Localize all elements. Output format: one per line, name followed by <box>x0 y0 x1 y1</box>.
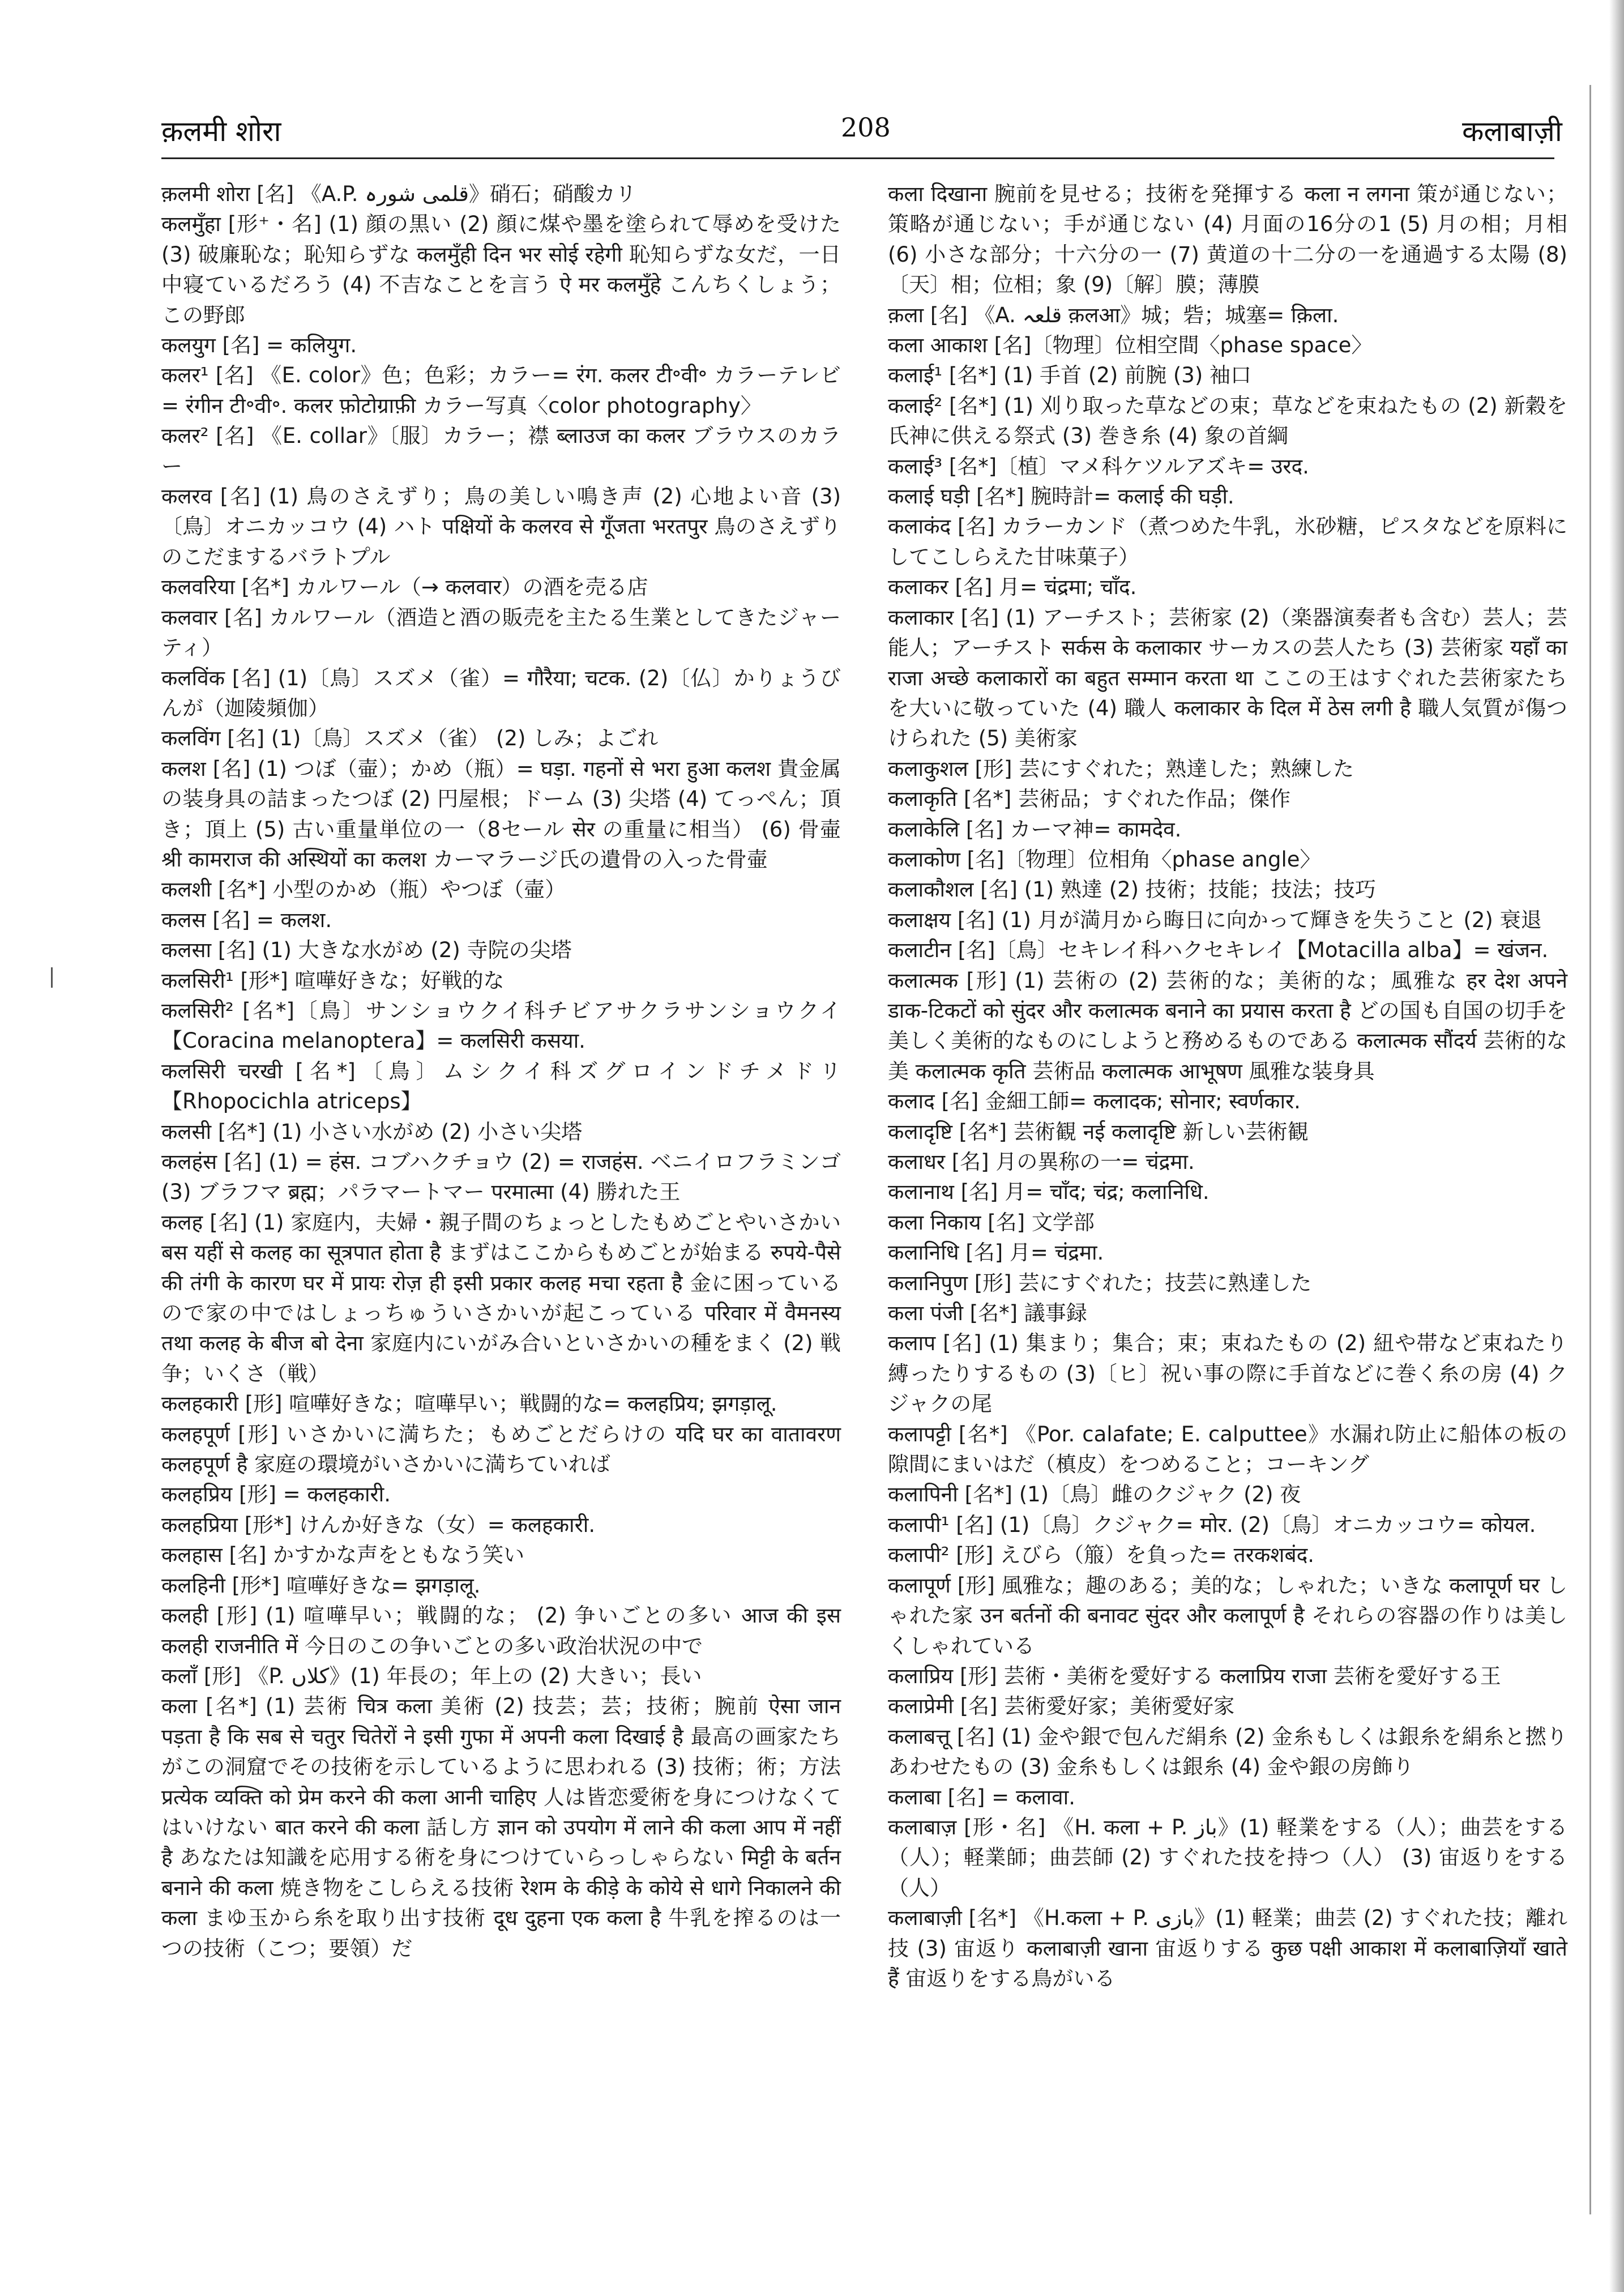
dictionary-entry: कलस [名] = कलश. <box>161 907 332 932</box>
dictionary-entry: कलाकौशल [名] (1) 熟達 (2) 技術；技能；技法；技巧 <box>888 877 1376 902</box>
dictionary-entry: कलहंस [名] (1) = हंस. コブハクチョウ (2) = राजहंस. ベニイロフラミンゴ (3) ブラフマ ब्रह्म；パラマートマー परमात्मा (4) 勝れた王 <box>161 1150 841 1205</box>
guide-word-left: क़लमी शोरा <box>161 115 281 148</box>
dictionary-entry: कलसिरी¹ [形*] 喧嘩好きな；好戦的な <box>161 968 505 993</box>
dictionary-entry: कलहपूर्ण [形] いさかいに満ちた；もめごとだらけの यदि घर का वातावरण कलहपूर्ण है 家庭の環境がいさかいに満ちていれば <box>161 1422 841 1477</box>
dictionary-entry: कलही [形] (1) 喧嘩早い；戦闘的な； (2) 争いごとの多い आज की इस कलही राजनीति में 今日のこの争いごとの多い政治状況の中で <box>161 1603 841 1658</box>
dictionary-entry: कलवार [名] カルワール（酒造と酒の販売を主たる生業としてきたジャーティ） <box>161 605 841 660</box>
dictionary-entry: कलाई¹ [名*] (1) 手首 (2) 前腕 (3) 袖口 <box>888 363 1252 388</box>
dictionary-entry: कलाकंद [名] カラーカンド（煮つめた牛乳，氷砂糖，ピスタなどを原料にしてこしらえた甘味菓子） <box>888 514 1567 569</box>
dictionary-entry: कलविंक [名] (1)〔鳥〕スズメ（雀）= गौरैया; चटक. (2)〔仏〕かりょうびんが（迦陵頻伽） <box>161 665 841 720</box>
dictionary-entry: कलाकृति [名*] 芸術品；すぐれた作品；傑作 <box>888 787 1291 812</box>
header-rule <box>161 157 1554 159</box>
dictionary-entry: कलाटीन [名]〔鳥〕セキレイ科ハクセキレイ【Motacilla alba】= खंजन. <box>888 938 1549 963</box>
guide-word-right: कलाबाज़ी <box>1462 115 1562 148</box>
dictionary-entry: कलादृष्टि [名*] 芸術観 नई कलादृष्टि 新しい芸術観 <box>888 1119 1309 1144</box>
dictionary-entry: कला दिखाना 腕前を見せる；技術を発揮する कला न लगना 策が通じない；策略が通じない；手が通じない (4) 月面の16分の1 (5) 月の相；月相 (6) 小さな部分；十六分の一 (7) 黄道の十二分の一を通過する太陽 (8)〔天〕相；位相；象 (9)〔解〕膜；薄膜 <box>888 182 1567 297</box>
dictionary-entry: कलापूर्ण [形] 風雅な；趣のある；美的な；しゃれた；いきな कलापूर्ण घर しゃれた家 उन बर्तनों की बनावट सुंदर और कलापूर्ण है それらの容器の作りは美しくしゃれている <box>888 1573 1567 1658</box>
dictionary-entry: कलानाथ [名] 月= चाँद; चंद्र; कलानिधि. <box>888 1180 1210 1205</box>
dictionary-entry: कलहकारी [形] 喧嘩好きな；喧嘩早い；戦闘的な= कलहप्रिय; झगड़ालू. <box>161 1392 777 1416</box>
dictionary-entry: कलाई² [名*] (1) 刈り取った草などの束；草などを束ねたもの (2) 新穀を氏神に供える祭式 (3) 巻き糸 (4) 象の首綱 <box>888 393 1567 449</box>
dictionary-entry: कलाबा [名] = कलावा. <box>888 1785 1075 1809</box>
dictionary-entry: कलापट्टी [名*] 《Por. calafate; E. calputtee》水漏れ防止に船体の板の隙間にまいはだ（槙皮）をつめること；コーキング <box>888 1422 1567 1477</box>
dictionary-entry: कलविंग [名] (1)〔鳥〕スズメ（雀） (2) しみ；よごれ <box>161 726 659 751</box>
dictionary-entry: कलाद [名] 金細工師= कलादक; सोनार; स्वर्णकार. <box>888 1089 1301 1114</box>
dictionary-entry: कलाप्रेमी [名] 芸術愛好家；美術愛好家 <box>888 1694 1235 1719</box>
dictionary-entry: कलयुग [名] = कलियुग. <box>161 333 357 358</box>
dictionary-entry: क़लमी शोरा [名] 《A.P. قلمی شورہ》硝石；硝酸カリ <box>161 182 636 206</box>
dictionary-entry: कलाकर [名] 月= चंद्रमा; चाँद. <box>888 575 1137 600</box>
dictionary-entry: कला आकाश [名]〔物理〕位相空間〈phase space〉 <box>888 333 1373 358</box>
dictionary-entry: कलापी¹ [名] (1)〔鳥〕クジャク= मोर. (2)〔鳥〕オニカッコウ= कोयल. <box>888 1512 1536 1537</box>
dictionary-entry: कलानिधि [名] 月= चंद्रमा. <box>888 1240 1104 1265</box>
dictionary-entry: कलाक्षय [名] (1) 月が満月から晦日に向かって輝きを失うこと (2) 衰退 <box>888 907 1542 932</box>
dictionary-entry: कलाँ [形] 《P. کلاں》(1) 年長の；年上の (2) 大きい；長い <box>161 1663 702 1688</box>
margin-mark <box>51 967 53 988</box>
left-column <box>161 179 841 1964</box>
dictionary-entry: कलसिरी² [名*]〔鳥〕サンショウクイ科チビアサクラサンショウクイ【Coracina melanoptera】= कलसिरी कसया. <box>161 998 841 1053</box>
page-number: 208 <box>841 112 891 143</box>
dictionary-entry: कलसी [名*] (1) 小さい水がめ (2) 小さい尖塔 <box>161 1119 583 1144</box>
dictionary-entry: कला [名*] (1) 芸術 चित्र कला 美術 (2) 技芸；芸；技術；腕前 ऐसा जान पड़ता है कि सब से चतुर चितेरों ने इसी गुफा में अपनी कला दिखाई है 最高の画家たちがこの洞窟でその技術を示しているように思われる (3) 技術；術；方法 प्रत्येक व्यक्ति को प्रेम करने की कला आनी चाहिए 人は皆恋愛術を身につけなくてはいけない बात करने की कला 話し方 ज्ञान को उपयोग में लाने की कला आप में नहीं है あなたは知識を応用する術を身につけていらっしゃらない मिट्टी के बर्तन बनाने की कला 焼き物をこしらえる技術 रेशम के कीड़े के कोये से धागे निकालने की कला まゆ玉から糸を取り出す技術 दूध दुहना एक कला है 牛乳を搾るのは一つの技術（こつ；要領）だ <box>161 1694 841 1961</box>
dictionary-entry: कलर¹ [名] 《E. color》色；色彩；カラー= रंग. कलर टी॰वी॰ カラーテレビ= रंगीन टी॰वी॰. कलर फ़ोटोग्राफ़ी カラー写真〈color photography〉 <box>161 363 841 418</box>
dictionary-entry: कलश [名] (1) つぼ（壷）；かめ（瓶）= घड़ा. गहनों से भरा हुआ कलश 貴金属の装身具の詰まったつぼ (2) 円屋根；ドーム (3) 尖塔 (4) てっぺん；頂き；頂上 (5) 古い重量単位の一（8セール सेर の重量に相当） (6) 骨壷 श्री कामराज की अस्थियों का कलश カーマラージ氏の遺骨の入った骨壷 <box>161 756 841 872</box>
dictionary-entry: कलाकुशल [形] 芸にすぐれた；熟達した；熟練した <box>888 756 1354 781</box>
dictionary-entry: कला पंजी [名*] 議事録 <box>888 1301 1087 1326</box>
dictionary-entry: कलसिरी चरखी [名*]〔鳥〕ムシクイ科ズグロインドチメドリ【Rhopocichla atriceps】 <box>161 1058 841 1114</box>
dictionary-entry: क़ला [名] 《A. قلعہ क़लआ》城；砦；城塞= क़िला. <box>888 302 1339 327</box>
page-edge-shadow-line <box>1589 85 1591 2214</box>
dictionary-entry: कलानिपुण [形] 芸にすぐれた；技芸に熟達した <box>888 1270 1312 1295</box>
dictionary-entry: कलहास [名] かすかな声をともなう笑い <box>161 1543 525 1568</box>
dictionary-entry: कलाधर [名] 月の異称の一= चंद्रमा. <box>888 1150 1195 1174</box>
right-column <box>888 179 1567 1994</box>
dictionary-entry: कलापिनी [名*] (1)〔鳥〕雌のクジャク (2) 夜 <box>888 1482 1301 1507</box>
dictionary-entry: कलाकोण [名]〔物理〕位相角〈phase angle〉 <box>888 847 1321 872</box>
dictionary-entry: कलमुँहा [形⁺・名] (1) 顔の黒い (2) 顔に煤や墨を塗られて辱めを受けた (3) 破廉恥な；恥知らずな कलमुँही दिन भर सोई रहेगी 恥知らずな女だ，一日中寝ているだろう (4) 不吉なことを言う ऐ मर कलमुँहे こんちくしょう；この野郎 <box>161 212 841 327</box>
dictionary-entry: कलहिनी [形*] 喧嘩好きな= झगड़ालू. <box>161 1573 481 1598</box>
dictionary-entry: कलाबत्तू [名] (1) 金や銀で包んだ絹糸 (2) 金糸もしくは銀糸を絹糸と撚りあわせたもの (3) 金糸もしくは銀糸 (4) 金や銀の房飾り <box>888 1724 1567 1779</box>
dictionary-entry: कलाकार [名] (1) アーチスト；芸術家 (2)（楽器演奏者も含む）芸人；芸能人；アーチスト सर्कस के कलाकार サーカスの芸人たち (3) 芸術家 यहाँ का राजा अच्छे कलाकारों का बहुत सम्मान करता था ここの王はすぐれた芸術家たちを大いに敬っていた (4) 職人 कलाकार के दिल में ठेस लगी है 職人気質が傷つけられた (5) 美術家 <box>888 605 1567 751</box>
dictionary-entry: कलाप [名] (1) 集まり；集合；束；束ねたもの (2) 紐や帯など束ねたり縛ったりするもの (3)〔ヒ〕祝い事の際に手首などに巻く糸の房 (4) クジャクの尾 <box>888 1331 1567 1416</box>
dictionary-entry: कलाबाज़ी [名*] 《H.कला + P. بازی》(1) 軽業；曲芸 (2) すぐれた技；離れ技 (3) 宙返り कलाबाज़ी खाना 宙返りする कुछ पक्षी आकाश में कलाबाज़ियाँ खाते हैं 宙返りをする鳥がいる <box>888 1906 1567 1991</box>
dictionary-entry: कलसा [名] (1) 大きな水がめ (2) 寺院の尖塔 <box>161 938 572 963</box>
dictionary-entry: कलाप्रिय [形] 芸術・美術を愛好する कलाप्रिय राजा 芸術を愛好する王 <box>888 1663 1501 1688</box>
dictionary-entry: कलवरिया [名*] カルワール（→ कलवार）の酒を売る店 <box>161 575 648 600</box>
dictionary-entry: कलरव [名] (1) 鳥のさえずり；鳥の美しい鳴き声 (2) 心地よい音 (3)〔鳥〕オニカッコウ (4) ハト पक्षियों के कलरव से गूँजता भरतपुर 鳥のさえずりのこだまするバラトプル <box>161 484 841 569</box>
dictionary-entry: कलहप्रिय [形] = कलहकारी. <box>161 1482 391 1507</box>
dictionary-entry: कला निकाय [名] 文学部 <box>888 1210 1095 1235</box>
dictionary-entry: कलाकेलि [名] カーマ神= कामदेव. <box>888 817 1182 842</box>
dictionary-entry: कलाई³ [名*]〔植〕マメ科ケツルアズキ= उरद. <box>888 454 1309 479</box>
dictionary-entry: कलर² [名] 《E. collar》〔服〕カラー；襟 ब्लाउज का कलर ブラウスのカラー <box>161 424 841 479</box>
book-page-edge <box>1609 0 1624 2292</box>
dictionary-entry: कलात्मक [形] (1) 芸術の (2) 芸術的な；美術的な；風雅な हर देश अपने डाक-टिकटों को सुंदर और कलात्मक बनाने का प्रयास करता है どの国も自国の切手を美しく美術的なものにしようと務めるものである कलात्मक सौंदर्य 芸術的な美 कलात्मक कृति 芸術品 कलात्मक आभूषण 風雅な装身具 <box>888 968 1567 1083</box>
dictionary-entry: कलह [名] (1) 家庭内，夫婦・親子間のちょっとしたもめごとやいさかい बस यहीं से कलह का सूत्रपात होता है まずはここからもめごとが始まる रुपये-पैसे की तंगी के कारण घर में प्रायः रोज़ ही इसी प्रकार कलह मचा रहता है 金に困っているので家の中ではしょっちゅういさかいが起こっている परिवार में वैमनस्य तथा कलह के बीज बो देना 家庭内にいがみ合いといさかいの種をまく (2) 戦争；いくさ（戦） <box>161 1210 841 1386</box>
dictionary-entry: कलाई घड़ी [名*] 腕時計= कलाई की घड़ी. <box>888 484 1234 509</box>
dictionary-entry: कलाबाज़ [形・名] 《H. कला + P. باز》(1) 軽業をする（人）；曲芸をする（人）；軽業師；曲芸師 (2) すぐれた技を持つ（人） (3) 宙返りをする（人） <box>888 1815 1567 1900</box>
dictionary-entry: कलशी [名*] 小型のかめ（瓶）やつぼ（壷） <box>161 877 566 902</box>
dictionary-entry: कलापी² [形] えびら（箙）を負った= तरकशबंद. <box>888 1543 1315 1568</box>
dictionary-entry: कलहप्रिया [形*] けんか好きな（女）= कलहकारी. <box>161 1512 596 1537</box>
